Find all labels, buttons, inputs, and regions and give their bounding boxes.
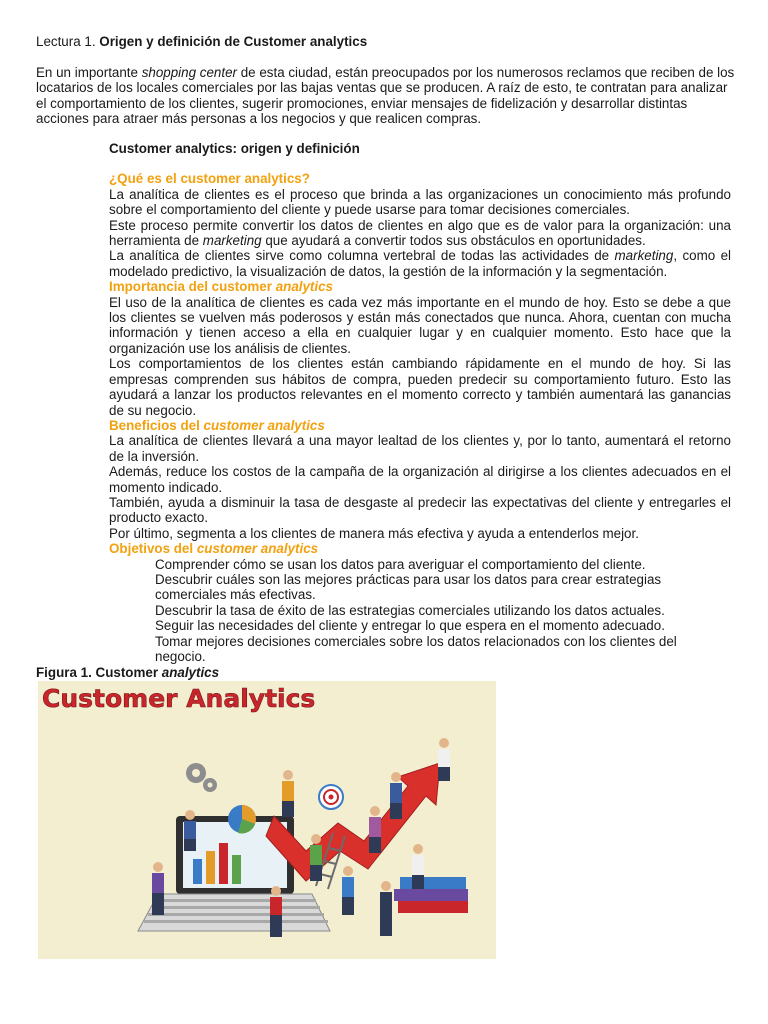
person-icon [342,866,354,915]
person-icon [369,806,381,853]
beneficios-paragraph-3: También, ayuda a disminuir la tasa de desgaste al predecir las expectativas del cliente y entregarles el producto exacto. [109,494,731,526]
heading-que-es: ¿Qué es el customer analytics? [109,171,310,187]
person-icon [310,834,322,881]
customer-analytics-illustration [38,681,496,959]
books-icon [394,877,468,913]
list-item: Seguir las necesidades del cliente y entregar lo que espera en el momento adecuado. [155,618,665,634]
que-es-paragraph-2: Este proceso permite convertir los datos de clientes en algo que es de valor para la organización: una herramienta de marketing que ayudará a convertir todos sus obstáculos en oportunidades. [109,217,731,249]
list-item: Descubrir la tasa de éxito de las estrategias comerciales utilizando los datos actuales. [155,602,665,618]
list-item: Comprender cómo se usan los datos para averiguar el comportamiento del cliente. [155,556,646,572]
heading-objetivos: Objetivos del customer analytics [109,541,319,557]
target-icon [319,785,343,809]
heading-beneficios: Beneficios del customer analytics [109,417,325,433]
que-es-paragraph-3: La analítica de clientes sirve como columna vertebral de todas las actividades de marketing, como el modelado predictivo, la visualización de datos, la gestión de la información y la segmentación. [109,248,731,279]
beneficios-paragraph-2: Además, reduce los costos de la campaña de la organización al dirigirse a los clientes adecuados en el momento indicado. [109,464,731,495]
section-body [109,141,731,664]
lecture-title: Lectura 1. Origen y definición de Customer analytics [36,34,368,49]
intro-paragraph: En un importante shopping center de esta ciudad, están preocupados por los numerosos reclamos que reciben de los locatarios de los locales comerciales por las bajas ventas que se producen. A raíz de esto, te contratan para analizar el comportamiento de los clientes, sugerir promociones, enviar mensajes de fidelización y desarrollar distintas acciones para atraer más personas a los negocios y que realicen compras. [36,65,735,127]
importancia-paragraph-1: El uso de la analítica de clientes es cada vez más importante en el mundo de hoy. Esto se debe a que los clientes se vuelven más poderosos y están más conectados que nunca. Ahora, cuentan con mucha información y tienen acceso a ella en cualquier lugar y en cualquier momento. Esto hace que la organización use los análisis de clientes. [109,294,731,356]
importancia-paragraph-2: Los comportamientos de los clientes están cambiando rápidamente en el mundo de hoy. Si las empresas comprenden sus hábitos de compra, pueden predecir su comportamiento futuro. Esto las ayudará a lanzar los productos relevantes en el momento correcto y también aumentará las ganancias de su negocio. [109,356,731,418]
person-icon [438,738,450,781]
beneficios-paragraph-1: La analítica de clientes llevará a una mayor lealtad de los clientes y, por lo tanto, aumentará el retorno de la inversión. [109,433,731,464]
figure-caption: Figura 1. Customer analytics [36,665,220,680]
figure-image [38,681,496,959]
person-icon [184,810,196,851]
person-icon [390,772,402,819]
lecture-title-text: Origen y definición de Customer analytics [99,34,368,49]
banner-title: Customer Analytics [42,684,316,713]
beneficios-paragraph-4: Por último, segmenta a los clientes de manera más efectiva y ayuda a entenderlos mejor. [109,525,639,541]
section-title: Customer analytics: origen y definición [109,141,360,156]
list-item: Tomar mejores decisiones comerciales sobre los datos relacionados con los clientes del negocio. [155,633,677,664]
person-icon [270,886,282,937]
heading-importancia: Importancia del customer analytics [109,279,334,295]
person-icon [282,770,294,817]
person-icon [412,844,424,889]
que-es-paragraph-1: La analítica de clientes es el proceso que brinda a las organizaciones un conocimiento más profundo sobre el comportamiento del cliente y puede usarse para tomar decisiones comerciales. [109,186,731,218]
list-item: Descubrir cuáles son las mejores prácticas para usar los datos para crear estrategias comerciales más efectivas. [155,571,662,603]
objectives-list [109,557,731,665]
